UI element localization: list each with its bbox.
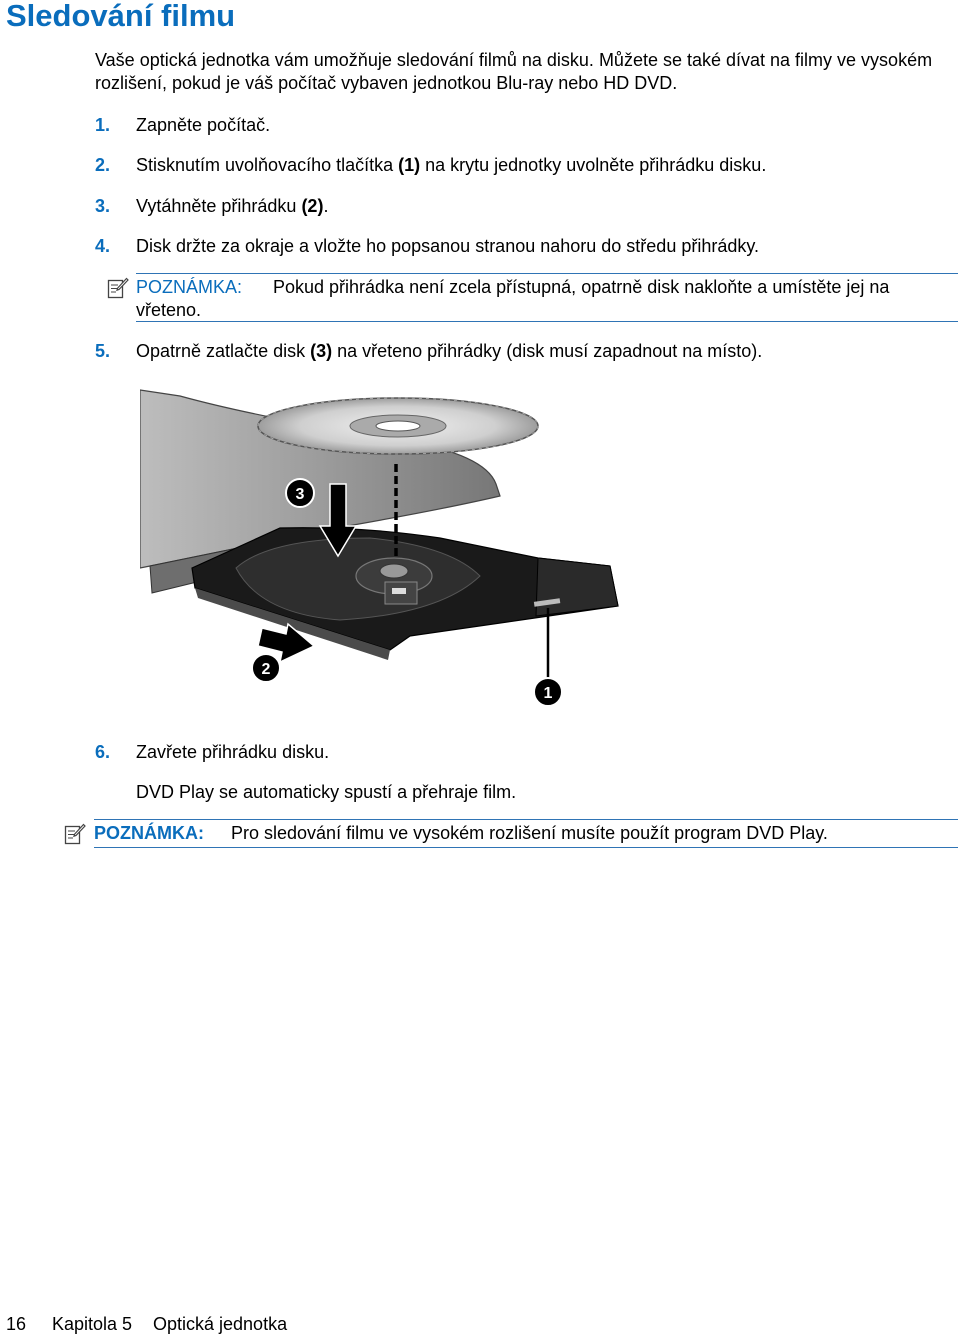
callout-2-label: 2: [261, 661, 271, 678]
step-text: Zavřete přihrádku disku.: [136, 742, 330, 762]
step-text-before: Stisknutím uvolňovacího tlačítka: [136, 155, 399, 175]
note-pencil-icon: [64, 823, 86, 845]
optical-drive-illustration: [140, 388, 620, 710]
step-text: [136, 154, 766, 177]
note-pencil-icon: [107, 277, 129, 299]
step-number: 1.: [95, 115, 111, 135]
step-text-before: Opatrně zatlačte disk: [136, 341, 311, 361]
step-text: Zapněte počítač.: [136, 115, 271, 135]
step-number: 5.: [95, 341, 111, 361]
footer-page-number: 16: [6, 1314, 27, 1334]
note2-rule-bottom: [94, 847, 958, 848]
intro-paragraph: Vaše optická jednotka vám umožňuje sledování filmů na disku. Můžete se také dívat na filmy ve vysokém rozlišení, pokud je váš počítač vybaven jednotkou Blu-ray nebo HD DVD.: [95, 50, 933, 93]
step-ref: (1): [398, 155, 421, 175]
step-text-before: Vytáhněte přihrádku: [136, 196, 302, 216]
note2-text: Pro sledování filmu ve vysokém rozlišení musíte použít program DVD Play.: [231, 823, 828, 843]
note2-label: POZNÁMKA:: [94, 823, 204, 843]
footer-chapter: Kapitola 5: [52, 1314, 133, 1334]
step-text-after: na vřeteno přihrádky (disk musí zapadnout na místo).: [332, 341, 763, 361]
page-title: Sledování filmu: [6, 0, 236, 33]
callout-3: [286, 479, 314, 507]
step-text: Disk držte za okraje a vložte ho popsanou stranou nahoru do středu přihrádky.: [136, 236, 760, 256]
step-number: 6.: [95, 742, 111, 762]
callout-3-label: 3: [295, 486, 305, 503]
step-number: 2.: [95, 155, 111, 175]
note-text: Pokud přihrádka není zcela přístupná, opatrně disk nakloňte a umístěte jej na: [273, 277, 890, 297]
step-ref: (2): [301, 196, 324, 216]
step-text-after: na krytu jednotky uvolněte přihrádku disku.: [420, 155, 767, 175]
note-text-line2: vřeteno.: [136, 300, 202, 320]
note-label: POZNÁMKA:: [136, 277, 243, 297]
note2-rule-top: [94, 819, 958, 820]
disc: [258, 398, 538, 454]
step-text: [136, 340, 762, 363]
callout-2: [252, 654, 280, 682]
note-rule-bottom: [136, 321, 958, 322]
step-number: 4.: [95, 236, 111, 256]
step-6-followup: DVD Play se automaticky spustí a přehraje film.: [136, 782, 517, 802]
footer-chapter-title: Optická jednotka: [153, 1314, 288, 1334]
step-number: 3.: [95, 196, 111, 216]
step-text: [136, 195, 328, 218]
drive-tray: [192, 528, 618, 660]
callout-1: [534, 678, 562, 706]
callout-1-label: 1: [543, 685, 553, 702]
step-ref: (3): [310, 341, 333, 361]
note-rule-top: [136, 273, 958, 274]
step-text-after: .: [323, 196, 329, 216]
